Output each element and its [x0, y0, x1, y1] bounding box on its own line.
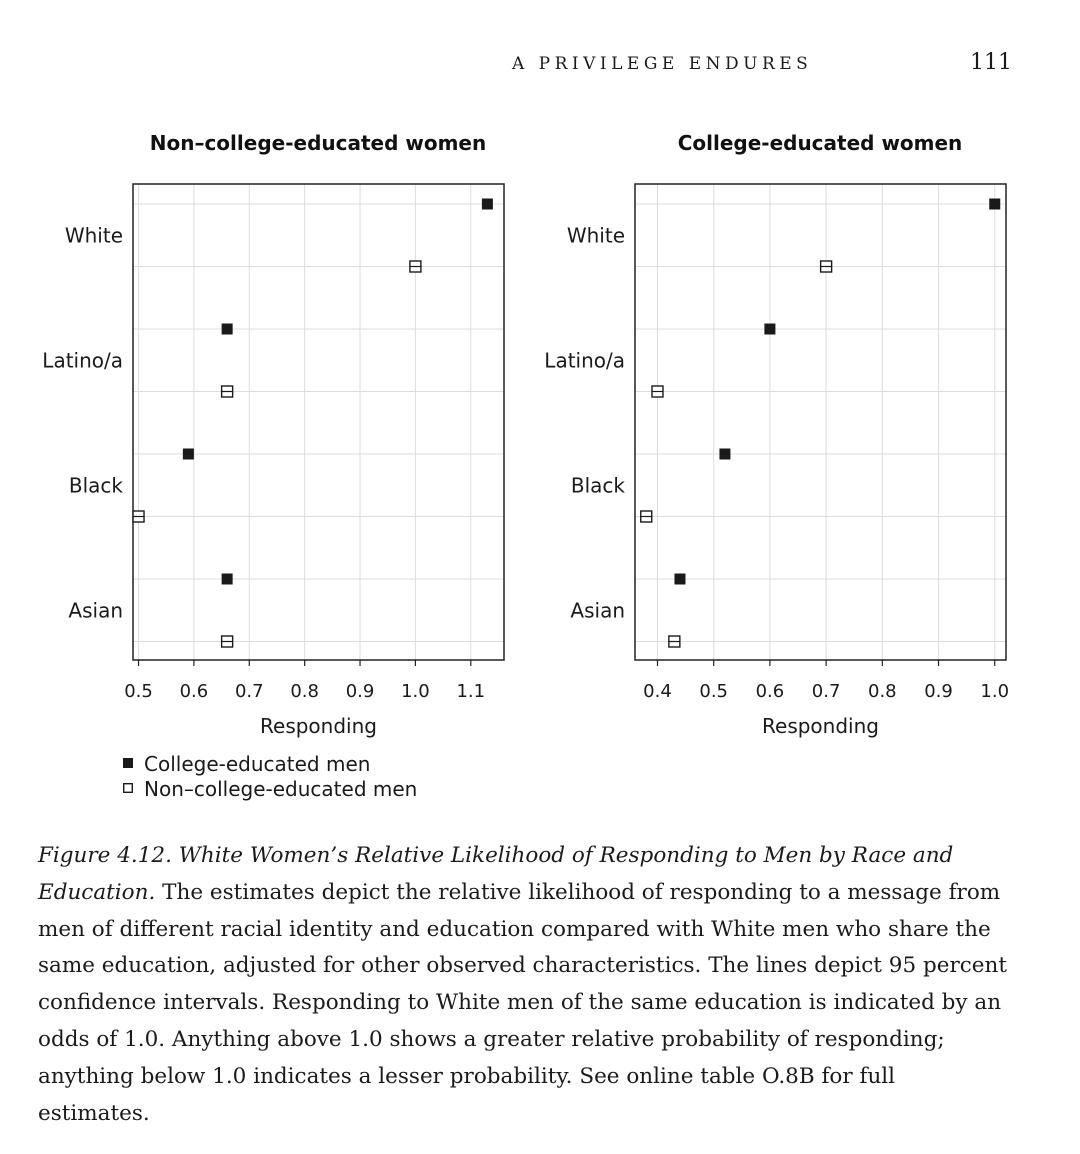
college-men-marker: [482, 199, 493, 210]
legend-filled-swatch: [123, 758, 133, 768]
chart-panel-2: [544, 131, 1009, 738]
legend-open-label: Non–college-educated men: [144, 777, 418, 801]
x-tick-label: 0.8: [290, 681, 319, 702]
x-tick-label: 0.7: [811, 681, 841, 702]
legend-filled-label: College-educated men: [144, 752, 371, 776]
figure-caption: [38, 838, 1013, 1132]
college-men-marker: [183, 449, 194, 460]
college-men-marker: [674, 574, 685, 585]
category-label: Black: [68, 473, 123, 498]
college-men-marker: [222, 324, 233, 335]
x-tick-label: 0.6: [755, 681, 785, 702]
caption-title: White Women’s Relative Likelihood of Responding to Men by Race and Education.: [38, 843, 954, 905]
legend: [123, 752, 417, 801]
x-tick-label: 0.8: [868, 681, 897, 702]
plot-area: [133, 184, 504, 660]
college-men-marker: [989, 199, 1000, 210]
category-label: White: [566, 223, 625, 248]
running-head: A PRIVILEGE ENDURES: [512, 54, 813, 74]
panel-title: Non–college-educated women: [149, 131, 487, 155]
panel-title: College-educated women: [677, 131, 963, 155]
x-axis-title: Responding: [762, 714, 879, 738]
chart-panel-1: [42, 131, 504, 738]
x-axis-title: Responding: [260, 714, 377, 738]
x-tick-label: 1.1: [456, 681, 486, 702]
caption-label: Figure 4.12.: [38, 843, 172, 868]
college-men-marker: [764, 324, 775, 335]
category-label: Black: [570, 473, 625, 498]
category-label: White: [64, 223, 123, 248]
x-tick-label: 1.0: [980, 681, 1010, 702]
x-tick-label: 1.0: [401, 681, 430, 702]
college-men-marker: [222, 574, 233, 585]
x-tick-label: 0.9: [345, 681, 375, 702]
x-tick-label: 0.5: [124, 681, 153, 702]
x-tick-label: 0.4: [643, 681, 672, 702]
page-number: 111: [970, 50, 1012, 75]
x-tick-label: 0.9: [924, 681, 953, 702]
x-tick-label: 0.5: [699, 681, 729, 702]
x-tick-label: 0.7: [234, 681, 264, 702]
category-label: Asian: [68, 598, 123, 623]
x-tick-label: 0.6: [179, 681, 209, 702]
category-label: Latino/a: [42, 348, 123, 373]
category-label: Latino/a: [544, 348, 625, 373]
college-men-marker: [719, 449, 730, 460]
plot-area: [635, 184, 1006, 660]
category-label: Asian: [570, 598, 625, 623]
caption-body: The estimates depict the relative likelihood of responding to a message from men of different racial identity and education compared with White men who share the same education, adjusted for other observed characteristics. The lines depict 95 percent confidence intervals. Responding to White men of the same education is indicated by an odds of 1.0. Anything above 1.0 shows a greater relative probability of responding; anything below 1.0 indicates a lesser probability. See online table O.8B for full estimates.: [38, 879, 1007, 1126]
legend-open-swatch: [124, 784, 133, 793]
